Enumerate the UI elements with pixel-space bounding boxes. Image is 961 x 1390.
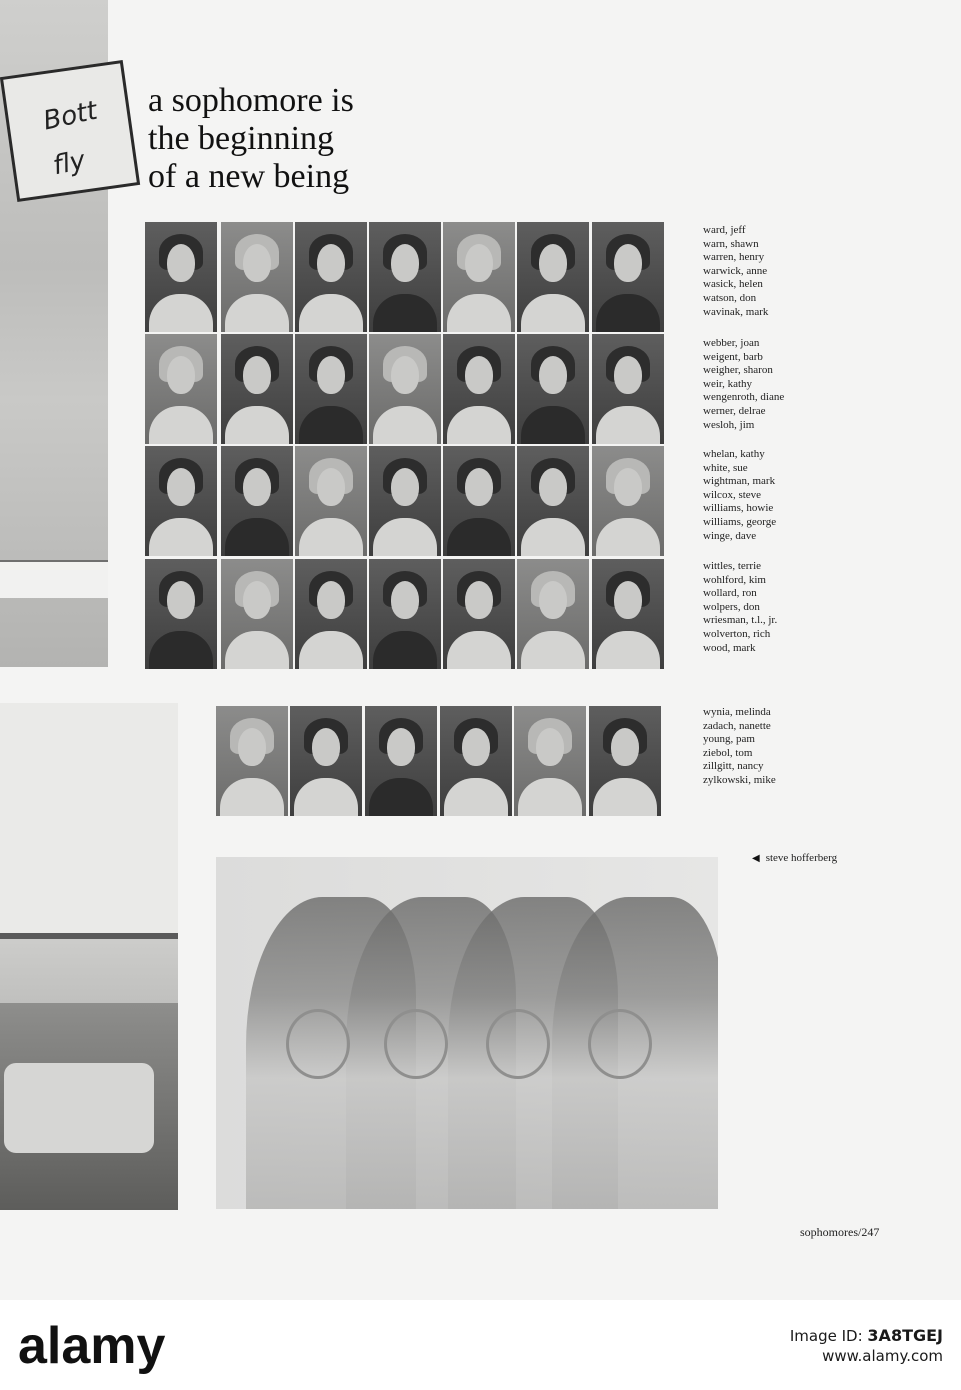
portrait-face [243, 356, 271, 394]
multiple-exposure-photo [216, 857, 718, 1209]
name-entry: whelan, kathy [703, 448, 765, 460]
alamy-logo [18, 1315, 218, 1377]
portrait-shoulders [447, 294, 511, 332]
names-group-1 [703, 224, 768, 319]
portrait-shoulders [596, 294, 660, 332]
name-entry: ward, jeff [703, 224, 746, 236]
portrait-face [462, 728, 490, 766]
student-portrait [221, 446, 293, 556]
eyeglasses [486, 1009, 550, 1079]
portrait-face [391, 244, 419, 282]
portrait-shoulders [596, 518, 660, 556]
name-entry: weir, kathy [703, 377, 753, 390]
portrait-face [614, 244, 642, 282]
student-portrait [369, 334, 441, 444]
portrait-shoulders [521, 294, 585, 332]
portrait-shoulders [518, 778, 582, 816]
portrait-face [167, 356, 195, 394]
page-headline [148, 82, 488, 196]
portrait-face [614, 581, 642, 619]
background-photo-classroom [0, 703, 178, 1210]
site-url: www.alamy.com [822, 1347, 943, 1365]
chalkboard [0, 703, 178, 939]
name-entry: white, sue [703, 461, 748, 474]
student-portrait [592, 559, 664, 669]
banner-handwriting: Bott fly [40, 95, 100, 182]
names-group-5 [703, 706, 776, 788]
portrait-face [317, 356, 345, 394]
student-portrait [369, 222, 441, 332]
name-entry: young, pam [703, 733, 755, 746]
shelf [0, 560, 108, 598]
portrait-face [317, 244, 345, 282]
name-entry: wittles, terrie [703, 560, 762, 572]
name-entry: zadach, nanette [703, 719, 771, 732]
student-portrait [517, 334, 589, 444]
name-entry: weigher, sharon [703, 364, 773, 377]
student-portrait [295, 446, 367, 556]
name-entry: wengenroth, diane [703, 391, 785, 404]
portrait-shoulders [521, 406, 585, 444]
name-entry: zillgitt, nancy [703, 760, 764, 773]
portrait-face [312, 728, 340, 766]
student-portrait [443, 446, 515, 556]
page-folio: sophomores/247 [800, 1225, 880, 1239]
portrait-shoulders [596, 631, 660, 669]
name-entry: wollard, ron [703, 587, 757, 600]
portrait-face [167, 468, 195, 506]
student-portrait [443, 559, 515, 669]
student-portrait [369, 446, 441, 556]
student-portrait [589, 706, 661, 816]
student-portrait [216, 706, 288, 816]
headline-line-3: of a new being [148, 158, 350, 195]
student-portrait [145, 446, 217, 556]
desk [4, 1063, 154, 1153]
portrait-face [391, 468, 419, 506]
portrait-shoulders [373, 518, 437, 556]
student-portrait [514, 706, 586, 816]
portrait-shoulders [149, 406, 213, 444]
name-entry: wynia, melinda [703, 706, 771, 718]
name-entry: winge, dave [703, 529, 757, 542]
name-entry: watson, don [703, 291, 757, 304]
student-portrait [145, 334, 217, 444]
student-portrait [365, 706, 437, 816]
student-portrait [221, 559, 293, 669]
portrait-shoulders [149, 294, 213, 332]
name-entry: wriesman, t.l., jr. [703, 614, 778, 627]
name-entry: webber, joan [703, 337, 760, 349]
portrait-shoulders [294, 778, 358, 816]
portrait-face [539, 356, 567, 394]
portrait-shoulders [596, 406, 660, 444]
name-entry: wood, mark [703, 641, 756, 654]
eyeglasses [286, 1009, 350, 1079]
portrait-shoulders [521, 518, 585, 556]
portrait-shoulders [373, 294, 437, 332]
student-portrait [592, 446, 664, 556]
portrait-shoulders [373, 631, 437, 669]
names-group-4 [703, 560, 777, 655]
portrait-face [539, 581, 567, 619]
student-portrait [295, 222, 367, 332]
portrait-face [243, 244, 271, 282]
portrait-shoulders [373, 406, 437, 444]
portrait-face [387, 728, 415, 766]
name-entry: wightman, mark [703, 475, 776, 488]
portrait-shoulders [225, 518, 289, 556]
student-portrait [295, 334, 367, 444]
portrait-face [536, 728, 564, 766]
portrait-shoulders [220, 778, 284, 816]
image-id-label: Image ID: [789, 1327, 863, 1345]
headline-line-1: a sophomore is [148, 82, 354, 119]
name-entry: williams, howie [703, 502, 774, 515]
portrait-shoulders [225, 406, 289, 444]
student-portrait [517, 446, 589, 556]
name-entry: wesloh, jim [703, 418, 755, 431]
portrait-face [465, 581, 493, 619]
student-portrait [592, 222, 664, 332]
portrait-face [465, 468, 493, 506]
portrait-face [539, 468, 567, 506]
image-id-value: 3A8TGEJ [867, 1326, 943, 1345]
image-id-block [790, 1326, 943, 1366]
student-portrait [221, 222, 293, 332]
student-portrait [443, 334, 515, 444]
name-entry: wilcox, steve [703, 488, 762, 501]
name-entry: williams, george [703, 515, 777, 528]
names-group-3 [703, 448, 776, 543]
name-entry: wohlford, kim [703, 573, 766, 586]
student-portrait [145, 559, 217, 669]
name-entry: wolverton, rich [703, 627, 771, 640]
portrait-face [391, 581, 419, 619]
names-group-2 [703, 337, 784, 432]
student-portrait [517, 559, 589, 669]
name-entry: wasick, helen [703, 278, 763, 291]
portrait-shoulders [225, 294, 289, 332]
portrait-face [317, 581, 345, 619]
portrait-shoulders [444, 778, 508, 816]
student-portrait [221, 334, 293, 444]
eyeglasses [588, 1009, 652, 1079]
student-portrait [295, 559, 367, 669]
portrait-shoulders [299, 631, 363, 669]
portrait-face [243, 468, 271, 506]
student-portrait [145, 222, 217, 332]
student-portrait [369, 559, 441, 669]
alamy-logo-text: alamy [18, 1317, 166, 1375]
portrait-shoulders [447, 406, 511, 444]
portrait-face [317, 468, 345, 506]
name-entry: warwick, anne [703, 264, 768, 277]
student-portrait [592, 334, 664, 444]
portrait-face [614, 468, 642, 506]
portrait-shoulders [299, 294, 363, 332]
portrait-face [539, 244, 567, 282]
portrait-face [167, 581, 195, 619]
portrait-shoulders [149, 518, 213, 556]
name-entry: zylkowski, mike [703, 773, 776, 786]
name-entry: wolpers, don [703, 600, 760, 613]
name-entry: warn, shawn [703, 237, 759, 250]
portrait-shoulders [521, 631, 585, 669]
photo-credit [752, 852, 837, 864]
name-entry: wavinak, mark [703, 305, 769, 318]
background-photo-banner [0, 0, 108, 667]
name-entry: werner, delrae [703, 404, 766, 417]
photo-credit-text: steve hofferberg [765, 852, 838, 864]
portrait-shoulders [149, 631, 213, 669]
portrait-face [243, 581, 271, 619]
eyeglasses [384, 1009, 448, 1079]
left-arrow-icon: ◀ [752, 852, 760, 864]
student-portrait [517, 222, 589, 332]
portrait-face [614, 356, 642, 394]
portrait-shoulders [299, 406, 363, 444]
student-portrait [440, 706, 512, 816]
name-entry: weigent, barb [703, 350, 763, 363]
portrait-shoulders [299, 518, 363, 556]
portrait-face [167, 244, 195, 282]
name-entry: ziebol, tom [703, 746, 753, 759]
portrait-shoulders [593, 778, 657, 816]
portrait-face [611, 728, 639, 766]
portrait-shoulders [225, 631, 289, 669]
name-entry: warren, henry [703, 251, 765, 264]
headline-line-2: the beginning [148, 120, 335, 157]
portrait-shoulders [447, 631, 511, 669]
portrait-face [238, 728, 266, 766]
image-id-line [790, 1326, 943, 1346]
portrait-shoulders [447, 518, 511, 556]
student-portrait [443, 222, 515, 332]
student-portrait [290, 706, 362, 816]
portrait-face [465, 356, 493, 394]
portrait-shoulders [369, 778, 433, 816]
portrait-face [391, 356, 419, 394]
portrait-face [465, 244, 493, 282]
